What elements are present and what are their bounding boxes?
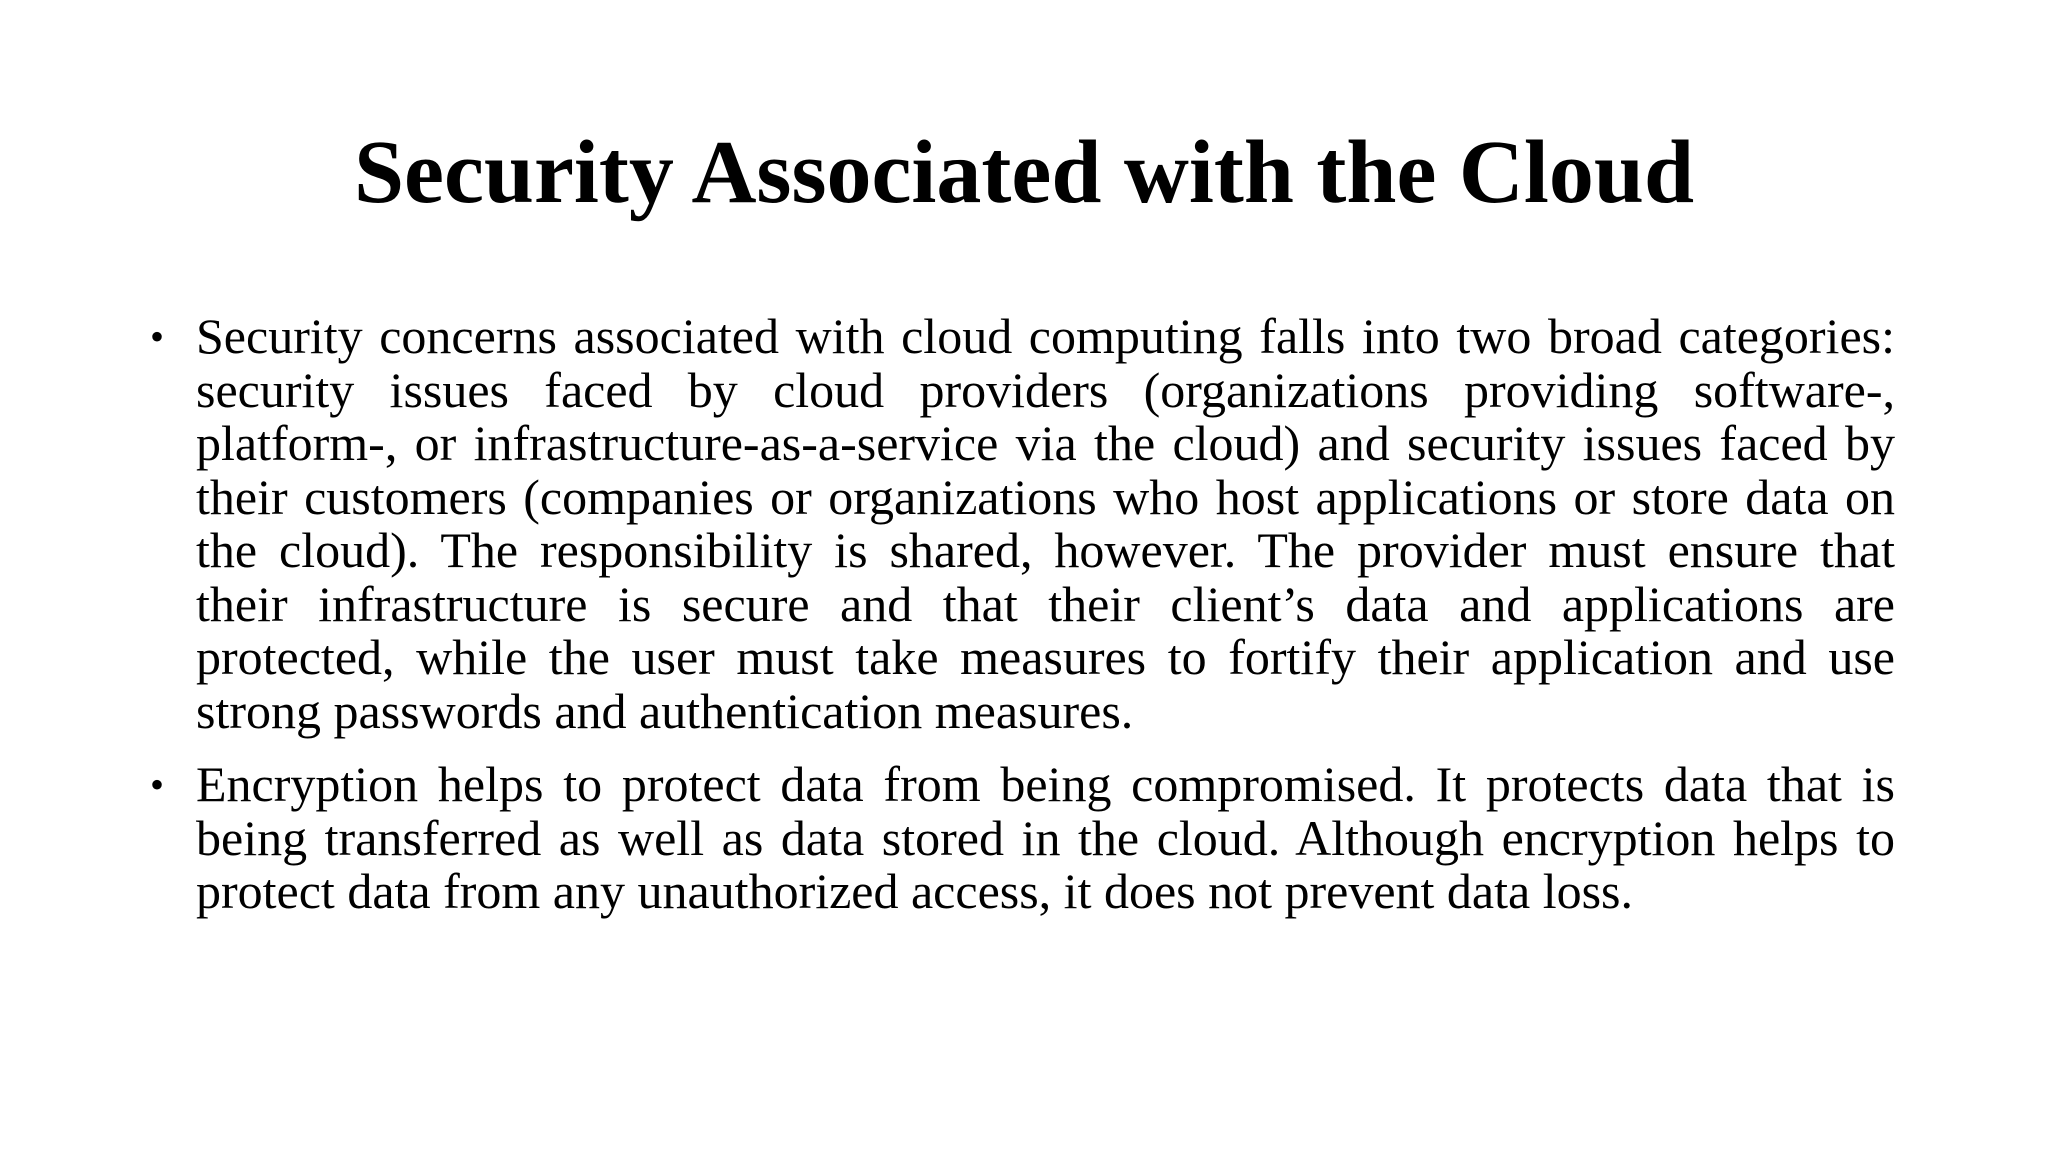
bullet-text: Security concerns associated with cloud computing falls into two broad categories: security issues faced by cloud providers (organizations providing software-, platform-, or infrastructure-as-a-service via the cloud) and security issues faced by their customers (companies or organizations who host applications or store data on the cloud). The responsibility is shared, however. The provider must ensure that their infrastructure is secure and that their client’s data and applications are protected, while the user must take measures to fortify their application and use strong passwords and authentication measures. (196, 308, 1895, 739)
bullet-item-security-concerns (150, 310, 1895, 738)
bullet-item-encryption (150, 758, 1895, 919)
bullet-icon: • (150, 314, 165, 359)
bullet-list (150, 310, 1895, 939)
bullet-icon: • (150, 762, 165, 807)
slide-title: Security Associated with the Cloud (353, 123, 1695, 222)
bullet-text: Encryption helps to protect data from being compromised. It protects data that is being transferred as well as data stored in the cloud. Although encryption helps to protect data from any unauthorized access, it does not prevent data loss. (196, 756, 1895, 919)
